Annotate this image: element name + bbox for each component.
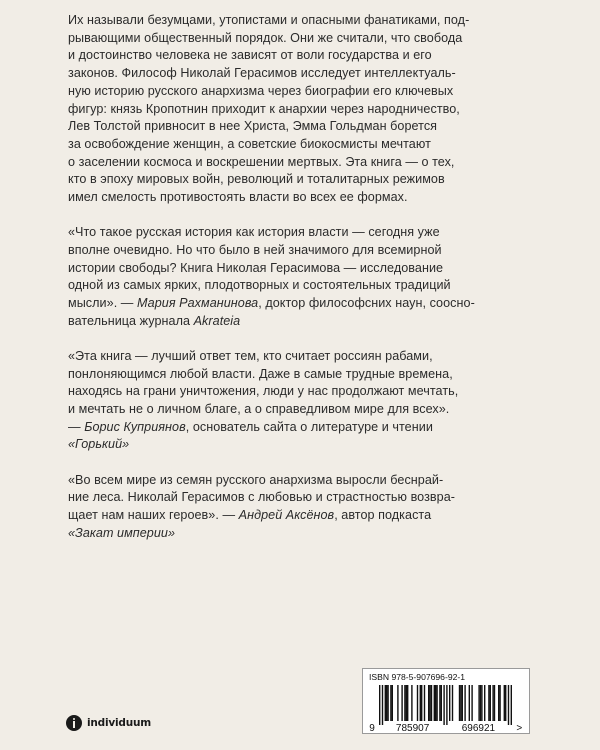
text-line: «Эта книга — лучший ответ тем, кто считает россиян рабами,	[68, 348, 433, 363]
text-fragment: —	[68, 419, 85, 434]
text-line	[68, 313, 538, 331]
barcode-bar	[436, 685, 437, 721]
barcode-bar	[379, 685, 380, 725]
text-fragment: , основатель сайта о литературе и чтении	[185, 419, 433, 434]
barcode-bar	[492, 685, 493, 721]
barcode-bar	[505, 685, 506, 721]
barcode-digit-group-right: 696921	[461, 723, 496, 732]
publisher-name: individuum	[87, 717, 152, 729]
text-line: «Что такое русская история как история власти — сегодня уже	[68, 225, 440, 240]
text-line: рывающими общественный порядок. Они же считали, что свобода	[68, 30, 463, 45]
barcode-bar	[478, 685, 479, 721]
text-line: имел смелость противостоять власти во всех ее формах.	[68, 190, 408, 205]
barcode-bar	[460, 685, 461, 721]
text-line: ную историю русского анархизма через биографии его ключевых	[68, 83, 454, 98]
text-line: и достоинство человека не зависят от воли государства и его	[68, 48, 432, 63]
barcode-bar	[443, 685, 444, 725]
info-circle-logo-icon	[66, 715, 82, 731]
barcode-bar	[435, 685, 436, 721]
blurb-rakhmaninova	[68, 224, 538, 330]
barcode-bar	[424, 685, 425, 721]
barcode-bar	[439, 685, 440, 721]
author-name: Андрей Аксёнов	[238, 508, 335, 523]
text-line	[68, 295, 538, 313]
text-line: ние леса. Николай Герасимов с любовью и страстностью возвра-	[68, 490, 455, 505]
barcode-bar	[386, 685, 387, 721]
barcode-bar	[490, 685, 491, 721]
text-line: Лев Толстой привносит в нее Христа, Эмма Гольдман борется	[68, 119, 438, 134]
journal-name: Akrateia	[193, 313, 241, 328]
podcast-name: «Закат империи»	[68, 525, 176, 540]
isbn-barcode-block	[362, 668, 530, 734]
text-line: находясь на грани уничтожения, люди у нас продолжают мечтать,	[68, 384, 459, 399]
text-line: понлоняющимся любой власти. Даже в самые трудные времена,	[68, 366, 453, 381]
text-line: за освобождение женщин, а советские биокосмисты мечтают	[68, 136, 431, 151]
text-line: вполне очевидно. Но что было в ней значимого для всемирной	[68, 242, 442, 257]
barcode-bar	[420, 685, 421, 721]
barcode-bar	[504, 685, 505, 721]
text-line: кто в эпоху мировых войн, революций и тоталитарных режимов	[68, 172, 445, 187]
barcode-bar	[494, 685, 495, 721]
blurb-kupriyanov	[68, 348, 538, 454]
barcode-bar	[480, 685, 481, 721]
barcode-bar	[390, 685, 391, 721]
barcode-bar	[452, 685, 453, 721]
text-fragment: , автор подкаста	[334, 508, 432, 523]
barcode-bar	[411, 685, 412, 721]
text-fragment: щает нам наших героев». —	[68, 508, 239, 523]
barcode-bar	[421, 685, 422, 721]
barcode-bar	[404, 685, 405, 721]
barcode-bar	[385, 685, 386, 721]
text-line: фигур: князь Кропотнин приходит к анархии через народничество,	[68, 101, 460, 116]
book-description	[68, 12, 538, 207]
text-line: «Во всем мире из семян русского анархизма выросли беснрай-	[68, 472, 444, 487]
blurb-aksyonov	[68, 472, 538, 543]
publisher-mark	[66, 714, 151, 732]
text-fragment: мысли». —	[68, 296, 137, 311]
barcode-bar	[429, 685, 430, 721]
barcode-bar	[459, 685, 460, 721]
barcode-quiet-zone-mark: >	[516, 723, 523, 732]
barcode-bar	[462, 685, 463, 721]
barcode-bar	[484, 685, 485, 721]
site-name: «Горький»	[68, 437, 130, 452]
barcode-bar	[449, 685, 450, 721]
barcode-bar	[446, 685, 447, 725]
text-line: истории свободы? Книга Николая Герасимова — исследование	[68, 260, 444, 275]
barcode-bar	[434, 685, 435, 721]
barcode-bar	[441, 685, 442, 721]
text-line: одной из самых ярких, плодотворных и состоятельных традиций	[68, 278, 451, 293]
ean13-barcode	[367, 684, 525, 732]
barcode-bar	[508, 685, 509, 725]
barcode-bar	[428, 685, 429, 721]
barcode-bar	[471, 685, 472, 721]
text-line	[68, 507, 538, 525]
barcode-bar	[498, 685, 499, 721]
barcode-bar	[407, 685, 408, 721]
barcode-bar	[387, 685, 388, 721]
text-line: о заселении космоса и воскрешении мертвых. Эта книга — о тех,	[68, 154, 455, 169]
barcode-first-digit: 9	[369, 723, 375, 732]
barcode-bar	[382, 685, 383, 725]
barcode-bar	[431, 685, 432, 721]
barcode-bar	[397, 685, 398, 721]
barcode-bar	[481, 685, 482, 721]
text-line: законов. Философ Николай Герасимов исследует интеллектуаль-	[68, 66, 456, 81]
text-line: Их называли безумцами, утопистами и опасными фанатиками, под-	[68, 13, 470, 27]
barcode-bar	[469, 685, 470, 721]
author-name: Мария Рахманинова	[137, 296, 259, 311]
isbn-label: ISBN 978-5-907696-92-1	[369, 672, 466, 682]
barcode-bar	[406, 685, 407, 721]
barcode-bar	[392, 685, 393, 721]
text-fragment: , доктор философсних наун, соосно-	[258, 296, 475, 311]
barcode-bar	[511, 685, 512, 725]
author-name: Борис Куприянов	[84, 419, 186, 434]
barcode-bar	[464, 685, 465, 721]
text-line	[68, 419, 538, 437]
barcode-digit-group-left: 785907	[395, 723, 430, 732]
text-line: и мечтать не о личном благе, а о справедливом мире для всех».	[68, 402, 450, 417]
annotation-text	[68, 12, 538, 542]
barcode-bar	[488, 685, 489, 721]
barcode-bar	[417, 685, 418, 721]
text-fragment: вательница журнала	[68, 313, 194, 328]
barcode-bar	[499, 685, 500, 721]
barcode-bar	[401, 685, 402, 721]
